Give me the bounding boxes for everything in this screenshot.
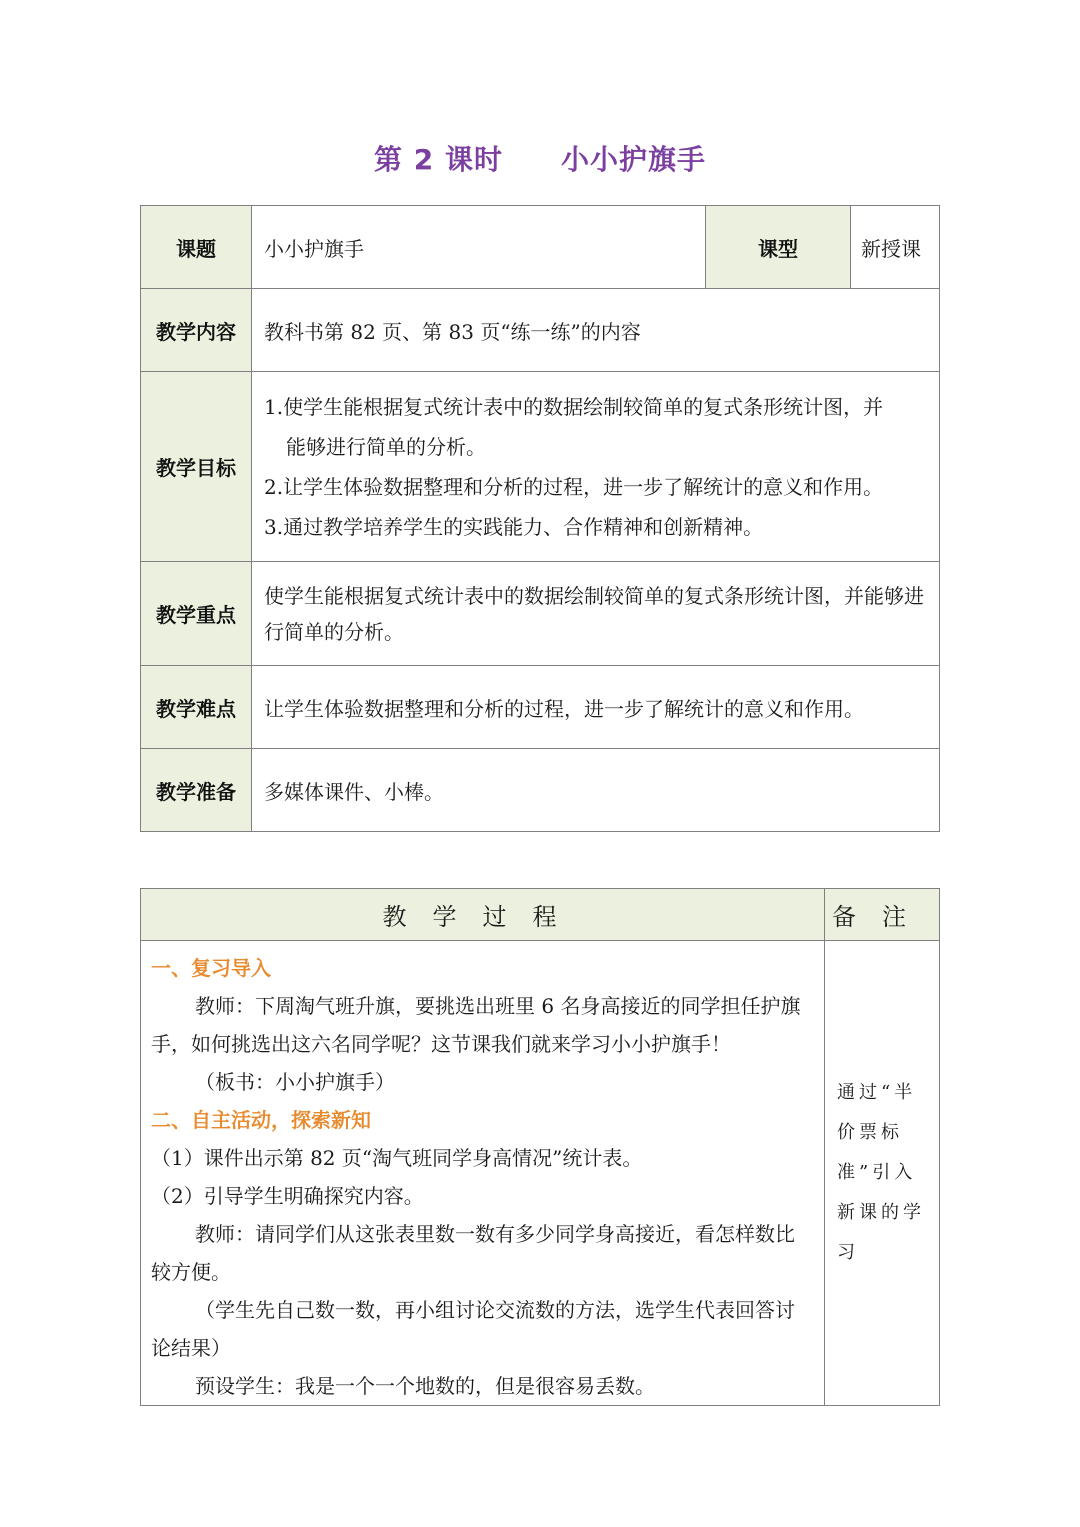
- goal-item: 3.通过教学培养学生的实践能力、合作精神和创新精神。: [264, 514, 764, 539]
- process-line: （学生先自己数一数，再小组讨论交流数的方法，选学生代表回答讨论结果）: [151, 1298, 795, 1360]
- process-line: 教师：请同学们从这张表里数一数有多少同学身高接近，看怎样数比较方便。: [151, 1222, 795, 1284]
- page-title: [0, 138, 1080, 178]
- goals-list: [252, 372, 940, 562]
- lesson-name: 小小护旗手: [560, 143, 706, 176]
- process-line: （2）引导学生明确探究内容。: [151, 1184, 424, 1208]
- key-value: 使学生能根据复式统计表中的数据绘制较简单的复式条形统计图，并能够进行简单的分析。: [252, 562, 940, 666]
- difficulty-label: 教学难点: [141, 666, 252, 749]
- notes-header: 备注: [825, 889, 940, 941]
- type-label: 课型: [706, 206, 851, 289]
- process-line: 预设学生：我是一个一个地数的，但是很容易丢数。: [195, 1374, 655, 1398]
- process-table: [140, 888, 940, 1406]
- process-line: （1）课件出示第 82 页“淘气班同学身高情况”统计表。: [151, 1146, 643, 1170]
- type-value: 新授课: [851, 206, 940, 289]
- process-line: （板书：小小护旗手）: [195, 1070, 395, 1094]
- lesson-number: 第 2 课时: [374, 143, 503, 176]
- section-heading: 二、自主活动，探索新知: [151, 1108, 371, 1132]
- lesson-info-table: [140, 205, 940, 832]
- key-label: 教学重点: [141, 562, 252, 666]
- section-heading: 一、复习导入: [151, 956, 271, 980]
- content-value: 教科书第 82 页、第 83 页“练一练”的内容: [252, 289, 940, 372]
- topic-label: 课题: [141, 206, 252, 289]
- process-note: 通过“半价票标准”引入新课的学习: [825, 941, 940, 1406]
- goal-item: 能够进行简单的分析。: [286, 434, 486, 459]
- process-header: 教学过程: [141, 889, 825, 941]
- topic-value: 小小护旗手: [252, 206, 706, 289]
- process-line: 教师：下周淘气班升旗，要挑选出班里 6 名身高接近的同学担任护旗手，如何挑选出这六名同学呢？这节课我们就来学习小小护旗手！: [151, 994, 801, 1056]
- difficulty-value: 让学生体验数据整理和分析的过程，进一步了解统计的意义和作用。: [252, 666, 940, 749]
- goal-item: 1.使学生能根据复式统计表中的数据绘制较简单的复式条形统计图，并: [264, 394, 884, 419]
- prep-label: 教学准备: [141, 749, 252, 832]
- goals-label: 教学目标: [141, 372, 252, 562]
- prep-value: 多媒体课件、小棒。: [252, 749, 940, 832]
- content-label: 教学内容: [141, 289, 252, 372]
- goal-item: 2.让学生体验数据整理和分析的过程，进一步了解统计的意义和作用。: [264, 474, 884, 499]
- process-content: [141, 941, 825, 1406]
